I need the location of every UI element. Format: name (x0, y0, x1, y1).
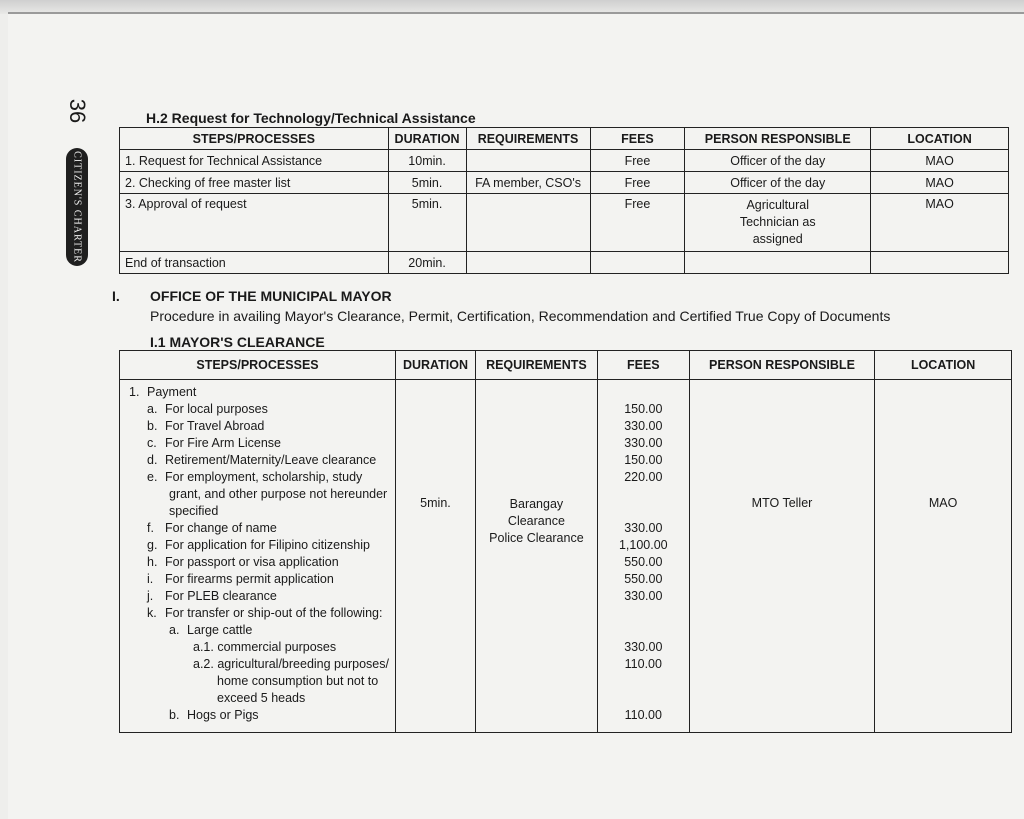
person-value: MTO Teller (751, 496, 813, 510)
list-item: 1. Payment (129, 385, 197, 399)
cell-location: MAO (871, 172, 1009, 194)
fee-value: 150.00 (624, 453, 663, 467)
list-item: a.1. commercial purposes (193, 640, 337, 654)
cell-person: Agricultural Technician as assigned (685, 194, 871, 252)
list-item: k. For transfer or ship-out of the following: (147, 606, 383, 620)
side-tab (66, 148, 88, 266)
fee-value: 550.00 (624, 572, 663, 586)
fee-value (603, 503, 684, 520)
fee-value: 220.00 (624, 470, 663, 484)
header-fees: FEES (590, 128, 685, 150)
cell-location: MAO (871, 150, 1009, 172)
cell-requirements (466, 252, 590, 274)
mayors-clearance-table (119, 350, 1012, 733)
header-steps: STEPS/PROCESSES (120, 128, 389, 150)
list-item: c. For Fire Arm License (147, 436, 282, 450)
list-item: a. Large cattle (169, 623, 253, 637)
section-title: OFFICE OF THE MUNICIPAL MAYOR (150, 288, 392, 304)
header-steps: STEPS/PROCESSES (120, 351, 396, 380)
subsection-title: I.1 MAYOR'S CLEARANCE (150, 334, 325, 350)
cell-person (685, 252, 871, 274)
cell-duration: 5min. (388, 194, 466, 252)
fee-value: 330.00 (624, 640, 663, 654)
duration-value: 5min. (420, 496, 451, 510)
cell-step: 3. Approval of request (120, 194, 389, 252)
list-item: b. For Travel Abroad (147, 419, 265, 433)
list-item: i. For firearms permit application (147, 572, 334, 586)
list-item: g. For application for Filipino citizenship (147, 538, 370, 552)
table-row (120, 252, 1009, 274)
fee-value (603, 384, 684, 401)
cell-fees: Free (590, 150, 685, 172)
cell-duration: 20min. (388, 252, 466, 274)
fee-value (603, 622, 684, 639)
cell-requirements: FA member, CSO's (466, 172, 590, 194)
section-numeral: I. (112, 288, 120, 304)
location-value: MAO (928, 496, 958, 510)
section-h2-title: H.2 Request for Technology/Technical Assistance (146, 110, 476, 126)
header-duration: DURATION (388, 128, 466, 150)
list-item: specified (169, 504, 219, 518)
list-item: a. For local purposes (147, 402, 268, 416)
table-row (120, 172, 1009, 194)
cell-location (871, 252, 1009, 274)
list-item: f. For change of name (147, 521, 277, 535)
procedure-text: Procedure in availing Mayor's Clearance, Permit, Certification, Recommendation and Certified True Copy of Documents (150, 308, 891, 324)
steps-cell (120, 380, 396, 733)
page-number: 36 (65, 98, 90, 124)
list-item: j. For PLEB clearance (147, 589, 277, 603)
fee-value: 330.00 (624, 419, 663, 433)
cell-step: 1. Request for Technical Assistance (120, 150, 389, 172)
header-requirements: REQUIREMENTS (475, 351, 597, 380)
fee-value: 330.00 (624, 589, 663, 603)
cell-step: End of transaction (120, 252, 389, 274)
fees-cell (597, 380, 689, 733)
fee-value: 1,100.00 (618, 538, 668, 552)
cell-person: Officer of the day (685, 150, 871, 172)
requirement-item: Barangay Clearance (507, 497, 565, 528)
fee-value (603, 690, 684, 707)
fee-value (603, 605, 684, 622)
table-row (120, 194, 1009, 252)
header-person: PERSON RESPONSIBLE (685, 128, 871, 150)
technical-assistance-table (119, 127, 1009, 274)
list-item: d. Retirement/Maternity/Leave clearance (147, 453, 377, 467)
table-row (120, 150, 1009, 172)
fee-value (603, 486, 684, 503)
cell-duration: 5min. (388, 172, 466, 194)
header-requirements: REQUIREMENTS (466, 128, 590, 150)
list-item: exceed 5 heads (217, 691, 306, 705)
fee-value: 550.00 (624, 555, 663, 569)
duration-cell (395, 380, 475, 733)
cell-requirements (466, 194, 590, 252)
header-duration: DURATION (395, 351, 475, 380)
side-tab-label: CITIZEN'S CHARTER (71, 151, 83, 263)
cell-duration: 10min. (388, 150, 466, 172)
fee-value (603, 673, 684, 690)
list-item: e. For employment, scholarship, study (147, 470, 363, 484)
fee-value: 330.00 (624, 521, 663, 535)
table-row (120, 380, 1012, 733)
requirement-item: Police Clearance (489, 531, 584, 545)
person-cell (689, 380, 875, 733)
cell-requirements (466, 150, 590, 172)
header-person: PERSON RESPONSIBLE (689, 351, 875, 380)
requirements-cell (475, 380, 597, 733)
table-header-row (120, 128, 1009, 150)
list-item: h. For passport or visa application (147, 555, 339, 569)
cell-fees: Free (590, 194, 685, 252)
cell-step: 2. Checking of free master list (120, 172, 389, 194)
list-item: home consumption but not to (217, 674, 379, 688)
list-item: b. Hogs or Pigs (169, 708, 259, 722)
header-location: LOCATION (871, 128, 1009, 150)
cell-fees (590, 252, 685, 274)
location-cell (875, 380, 1012, 733)
fee-value: 110.00 (624, 708, 662, 722)
header-location: LOCATION (875, 351, 1012, 380)
fee-value: 330.00 (624, 436, 663, 450)
cell-fees: Free (590, 172, 685, 194)
header-fees: FEES (597, 351, 689, 380)
list-item: grant, and other purpose not hereunder (169, 487, 388, 501)
list-item: a.2. agricultural/breeding purposes/ (193, 657, 389, 671)
table-header-row (120, 351, 1012, 380)
cell-location: MAO (871, 194, 1009, 252)
fee-value: 110.00 (624, 657, 662, 671)
cell-person: Officer of the day (685, 172, 871, 194)
fee-value: 150.00 (624, 402, 663, 416)
